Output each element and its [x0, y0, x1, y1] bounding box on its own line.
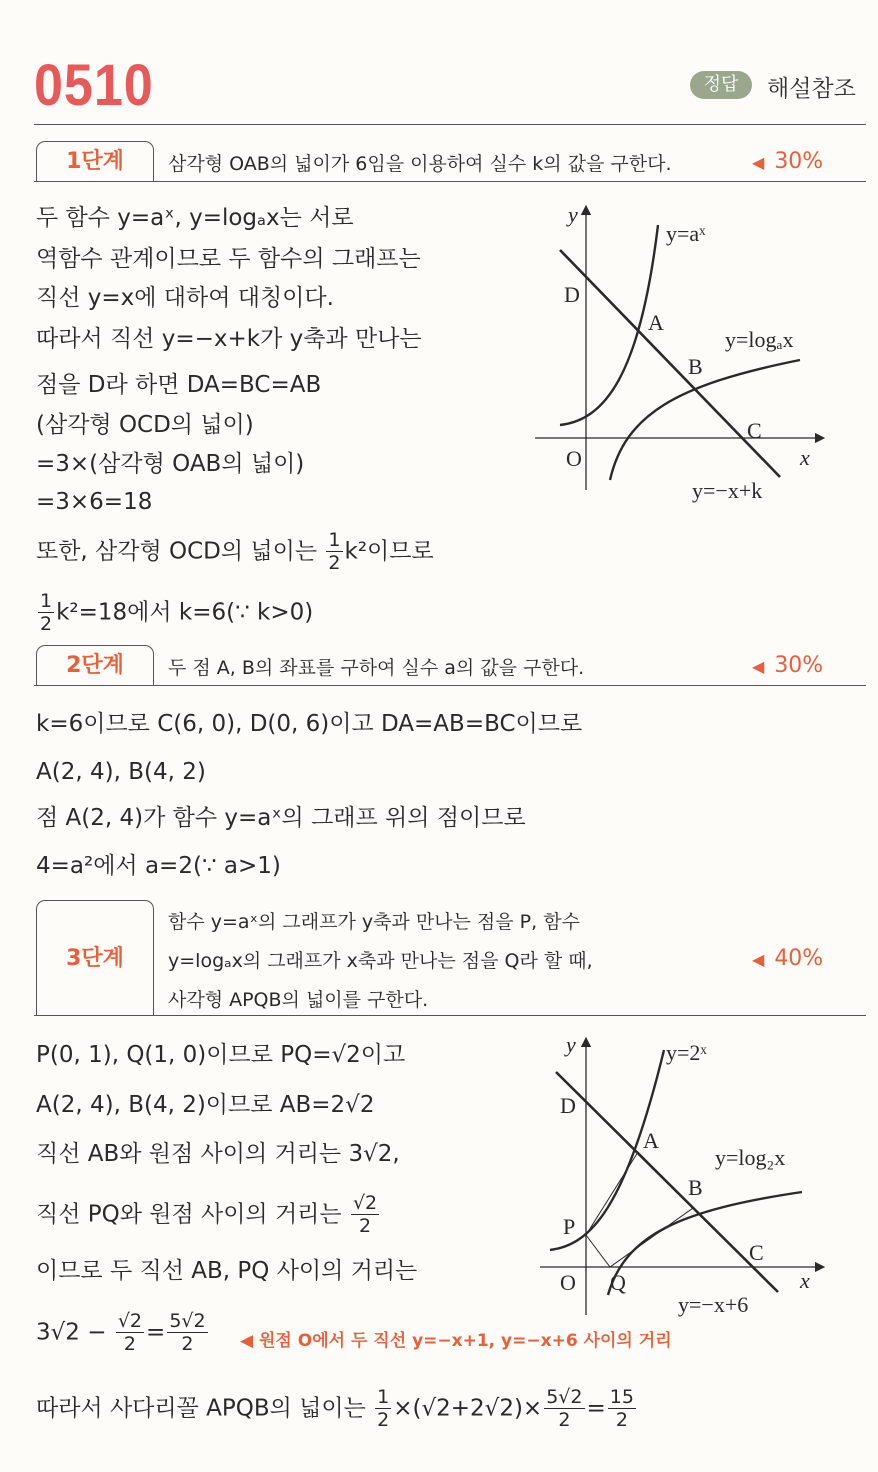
- label-A: A: [648, 310, 664, 335]
- step3-line-pq: 직선 PQ와 원점 사이의 거리는 $\frac{√2}{2}$: [36, 1192, 378, 1237]
- step3-line: 직선 AB와 원점 사이의 거리는 3√2,: [36, 1141, 400, 1167]
- step3-line: 이므로 두 직선 AB, PQ 사이의 거리는: [36, 1258, 418, 1284]
- step2-desc: 두 점 A, B의 좌표를 구하여 실수 a의 값을 구한다.: [168, 657, 585, 679]
- pointer-icon: ◀: [752, 950, 765, 969]
- step3-line: P(0, 1), Q(1, 0)이므로 PQ=√2이고: [36, 1042, 406, 1068]
- step1-line: =3×6=18: [36, 489, 153, 515]
- exp-curve: [560, 225, 658, 425]
- step3-percent: ◀ 40%: [752, 946, 824, 971]
- pointer-icon: ◀: [752, 153, 765, 172]
- step1-line-area: 또한, 삼각형 OCD의 넓이는 $\frac{1}{2}$ k²이므로: [36, 529, 434, 574]
- step1-line: 두 함수 y=aˣ, y=logₐx는 서로: [36, 205, 354, 231]
- label-D: D: [560, 1093, 576, 1118]
- label-line: y=−x+6: [678, 1292, 749, 1317]
- step1-label: 1단계: [36, 141, 154, 182]
- step3-desc: 사각형 APQB의 넓이를 구한다.: [168, 989, 429, 1011]
- label-exp: y=2ˣ: [666, 1040, 707, 1065]
- pointer-icon: ◀: [752, 657, 765, 676]
- graph1: [530, 195, 850, 505]
- label-P: P: [563, 1214, 576, 1239]
- label-log: y=logₐx: [725, 327, 794, 352]
- log-curve: [610, 360, 800, 480]
- step2-label: 2단계: [36, 645, 154, 686]
- step3-desc: 함수 y=aˣ의 그래프가 y축과 만나는 점을 P, 함수: [168, 911, 580, 933]
- label-B: B: [688, 1175, 703, 1200]
- label-exp: y=aˣ: [666, 221, 706, 246]
- graph2: [530, 1030, 850, 1325]
- step1-divider: [34, 181, 866, 182]
- step3-line-dist: 3√2 − $\frac{√2}{2}$ = $\frac{5√2}{2}$: [36, 1310, 206, 1355]
- label-x: x: [800, 1268, 810, 1293]
- step2-divider: [34, 685, 866, 686]
- fraction-sqrt2-half: $\frac{√2}{2}$: [117, 1310, 143, 1355]
- step3-line-area: 따라서 사다리꼴 APQB의 넓이는 $\frac{1}{2}$ ×(√2+2√2)× $\frac{5√2}{2}$ = $\frac{15}{2}$: [36, 1386, 634, 1431]
- step1-line: 역함수 관계이므로 두 함수의 그래프는: [36, 246, 421, 272]
- step1-line: 따라서 직선 y=−x+k가 y축과 만나는: [36, 326, 422, 352]
- fraction-sqrt2-half: $\frac{√2}{2}$: [352, 1192, 378, 1237]
- problem-number: 0510: [34, 53, 154, 118]
- step1-percent: ◀ 30%: [752, 149, 824, 174]
- label-line: y=−x+k: [692, 478, 763, 503]
- label-Q: Q: [610, 1270, 626, 1295]
- step1-desc: 삼각형 OAB의 넓이가 6임을 이용하여 실수 k의 값을 구한다.: [168, 153, 672, 175]
- log-curve: [608, 1192, 802, 1295]
- answer-text: 해설참조: [767, 76, 856, 102]
- step3-line: A(2, 4), B(4, 2)이므로 AB=2√2: [36, 1092, 375, 1118]
- header-divider: [34, 124, 866, 125]
- step3-divider: [34, 1015, 866, 1016]
- step2-line: 4=a²에서 a=2(∵ a>1): [36, 853, 281, 879]
- note-distance: ◀ 원점 O에서 두 직선 y=−x+1, y=−x+6 사이의 거리: [240, 1331, 672, 1351]
- label-A: A: [643, 1128, 659, 1153]
- label-log: y=log₂x: [715, 1145, 786, 1170]
- label-O: O: [560, 1270, 576, 1295]
- label-D: D: [564, 282, 580, 307]
- fraction-5sqrt2-half: $\frac{5√2}{2}$: [169, 1310, 206, 1355]
- fraction-15-half: $\frac{15}{2}$: [609, 1386, 634, 1431]
- step2-percent: ◀ 30%: [752, 653, 824, 678]
- step1-line: 점을 D라 하면 DA=BC=AB: [36, 372, 322, 398]
- answer-badge: 정답: [690, 71, 752, 99]
- step2-line: 점 A(2, 4)가 함수 y=aˣ의 그래프 위의 점이므로: [36, 805, 526, 831]
- step2-line: k=6이므로 C(6, 0), D(0, 6)이고 DA=AB=BC이므로: [36, 711, 583, 737]
- label-B: B: [688, 354, 703, 379]
- step1-line: =3×(삼각형 OAB의 넓이): [36, 451, 305, 477]
- step1-line: (삼각형 OCD의 넓이): [36, 412, 254, 438]
- label-C: C: [747, 418, 762, 443]
- label-y: y: [568, 202, 578, 227]
- step2-line: A(2, 4), B(4, 2): [36, 759, 206, 785]
- step1-line: 직선 y=x에 대하여 대칭이다.: [36, 285, 334, 311]
- step3-label: 3단계: [36, 900, 154, 1016]
- fraction-half: $\frac{1}{2}$: [328, 529, 341, 574]
- step1-line-k: $\frac{1}{2}$ k²=18에서 k=6(∵ k>0): [40, 590, 314, 635]
- fraction-half: $\frac{1}{2}$: [377, 1386, 390, 1431]
- label-O: O: [566, 446, 582, 471]
- fraction-half: $\frac{1}{2}$: [40, 590, 53, 635]
- fraction-5sqrt2-half: $\frac{5√2}{2}$: [546, 1386, 583, 1431]
- label-y: y: [566, 1032, 576, 1057]
- label-C: C: [749, 1240, 764, 1265]
- label-x: x: [800, 445, 810, 470]
- trapezoid-APQB: [586, 1152, 693, 1267]
- step3-desc: y=logₐx의 그래프가 x축과 만나는 점을 Q라 할 때,: [168, 950, 593, 972]
